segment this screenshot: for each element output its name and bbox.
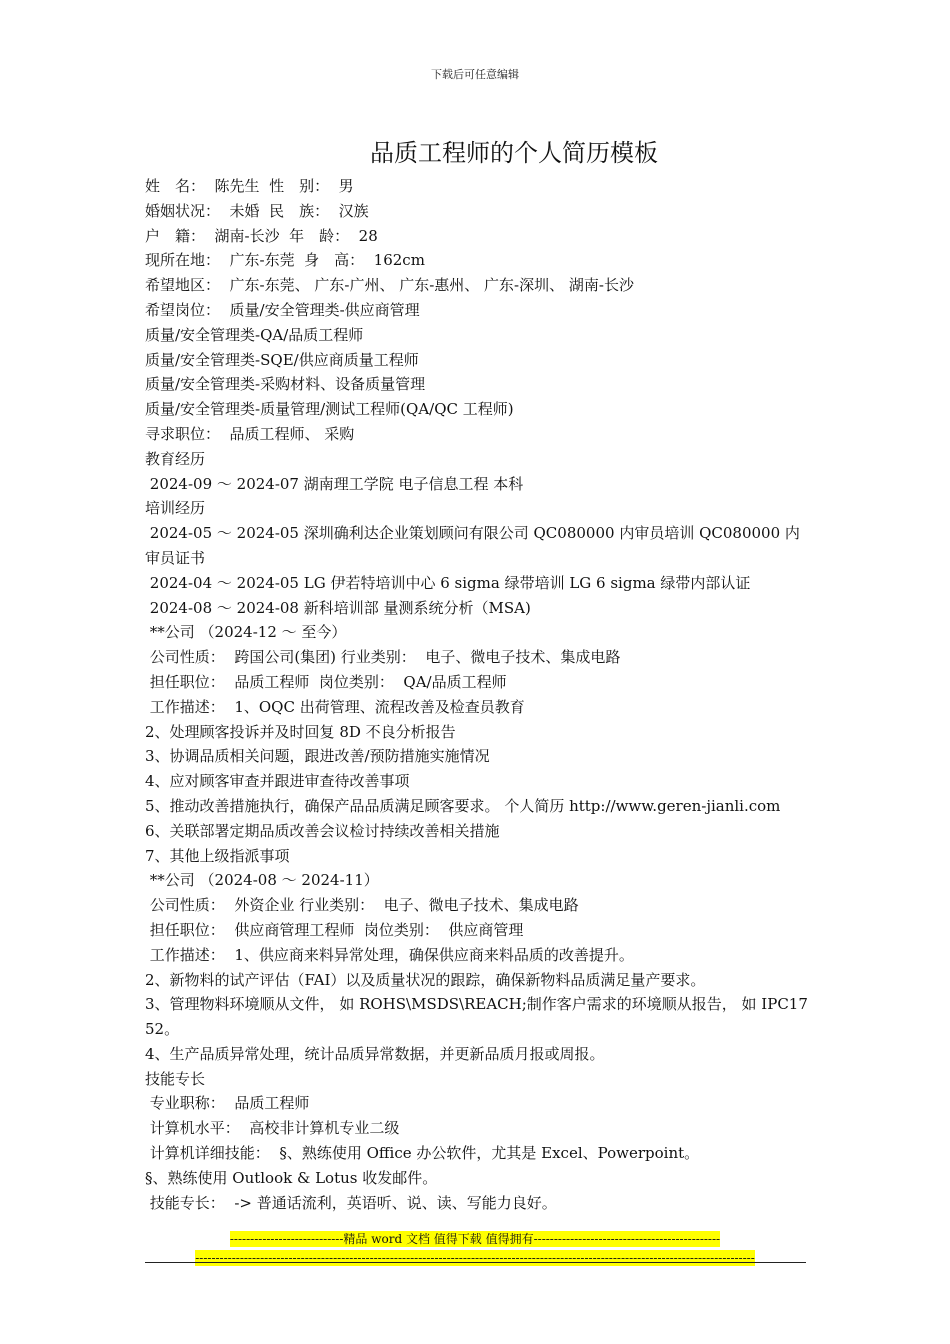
resume-line: 2024-04 ～ 2024-05 LG 伊若特培训中心 6 sigma 绿带培训 LG 6 sigma 绿带内部认证 — [145, 573, 751, 592]
resume-line: 技能专长： -> 普通话流利，英语听、说、读、写能力良好。 — [145, 1193, 557, 1212]
resume-line: 公司性质： 跨国公司(集团) 行业类别： 电子、微电子技术、集成电路 — [145, 648, 621, 667]
resume-line: 2、处理顾客投诉并及时回复 8D 不良分析报告 — [145, 722, 456, 741]
resume-line: 4、应对顾客审查并跟进审查待改善事项 — [145, 772, 410, 791]
resume-line: 公司性质： 外资企业 行业类别： 电子、微电子技术、集成电路 — [145, 896, 579, 915]
resume-line: 工作描述： 1、供应商来料异常处理，确保供应商来料品质的改善提升。 — [145, 945, 634, 964]
resume-line: **公司 （2024-12 ～ 至今） — [145, 623, 347, 642]
resume-line: 2024-05 ～ 2024-05 深圳确利达企业策划顾问有限公司 QC080000 内审员培训 QC080000 内审员证书 — [145, 524, 800, 567]
resume-line: 计算机水平： 高校非计算机专业二级 — [145, 1119, 400, 1138]
footer-banner-line-2: ------------------------------------------------------------------------------------------------------------------------------------------ — [195, 1251, 755, 1265]
resume-line: 质量/安全管理类-采购材料、设备质量管理 — [145, 375, 426, 394]
resume-line: 2、新物料的试产评估（FAI）以及质量状况的跟踪，确保新物料品质满足量产要求。 — [145, 970, 706, 989]
resume-line: **公司 （2024-08 ～ 2024-11） — [145, 871, 379, 890]
footer-divider — [145, 1262, 806, 1263]
resume-line: 质量/安全管理类-SQE/供应商质量工程师 — [145, 350, 419, 369]
resume-line: 2024-08 ～ 2024-08 新科培训部 量测系统分析（MSA) — [145, 598, 531, 617]
resume-line: 质量/安全管理类-QA/品质工程师 — [145, 325, 364, 344]
resume-line: 技能专长 — [145, 1069, 206, 1088]
resume-line: 3、管理物料环境顺从文件， 如 ROHS\MSDS\REACH;制作客户需求的环境顺从报告， 如 IPC1752。 — [145, 995, 808, 1039]
document-title: 品质工程师的个人简历模板 — [370, 139, 658, 167]
resume-line: 培训经历 — [145, 499, 206, 518]
resume-line: 户 籍： 湖南-长沙 年 龄： 28 — [145, 226, 378, 245]
resume-line: 希望地区： 广东-东莞、 广东-广州、 广东-惠州、 广东-深圳、 湖南-长沙 — [145, 276, 634, 295]
resume-line: 现所在地： 广东-东莞 身 高： 162cm — [145, 251, 425, 270]
resume-line: 担任职位： 供应商管理工程师 岗位类别： 供应商管理 — [145, 920, 524, 939]
resume-line: 2024-09 ～ 2024-07 湖南理工学院 电子信息工程 本科 — [145, 474, 524, 493]
resume-line: 工作描述： 1、OQC 出荷管理、流程改善及检查员教育 — [145, 697, 525, 716]
page-header-note: 下载后可任意编辑 — [431, 68, 519, 81]
resume-body — [145, 174, 810, 1215]
resume-line: 婚姻状况： 未婚 民 族： 汉族 — [145, 201, 369, 220]
resume-line: 希望岗位： 质量/安全管理类-供应商管理 — [145, 300, 420, 319]
resume-line: 姓 名： 陈先生 性 别： 男 — [145, 177, 354, 195]
resume-line: 专业职称： 品质工程师 — [145, 1094, 310, 1113]
resume-line: 质量/安全管理类-质量管理/测试工程师(QA/QC 工程师) — [145, 400, 514, 419]
resume-line: 7、其他上级指派事项 — [145, 846, 290, 865]
footer-banner — [0, 1228, 950, 1266]
resume-line: 教育经历 — [145, 449, 206, 468]
resume-line: §、熟练使用 Outlook & Lotus 收发邮件。 — [145, 1168, 438, 1187]
resume-line: 4、生产品质异常处理，统计品质异常数据，并更新品质月报或周报。 — [145, 1044, 605, 1063]
footer-banner-line-1: ----------------------------精品 word 文档 值得下载 值得拥有---------------------------------------------- — [229, 1232, 721, 1246]
resume-line: 计算机详细技能： §、熟练使用 Office 办公软件，尤其是 Excel、Powerpoint。 — [145, 1144, 700, 1163]
resume-line: 寻求职位： 品质工程师、 采购 — [145, 424, 355, 443]
resume-line: 5、推动改善措施执行，确保产品品质满足顾客要求。 个人简历 http://www.geren-jianli.com — [145, 796, 781, 815]
resume-line: 6、关联部署定期品质改善会议检讨持续改善相关措施 — [145, 821, 500, 840]
resume-line: 3、协调品质相关问题，跟进改善/预防措施实施情况 — [145, 747, 490, 766]
resume-line: 担任职位： 品质工程师 岗位类别： QA/品质工程师 — [145, 672, 507, 691]
